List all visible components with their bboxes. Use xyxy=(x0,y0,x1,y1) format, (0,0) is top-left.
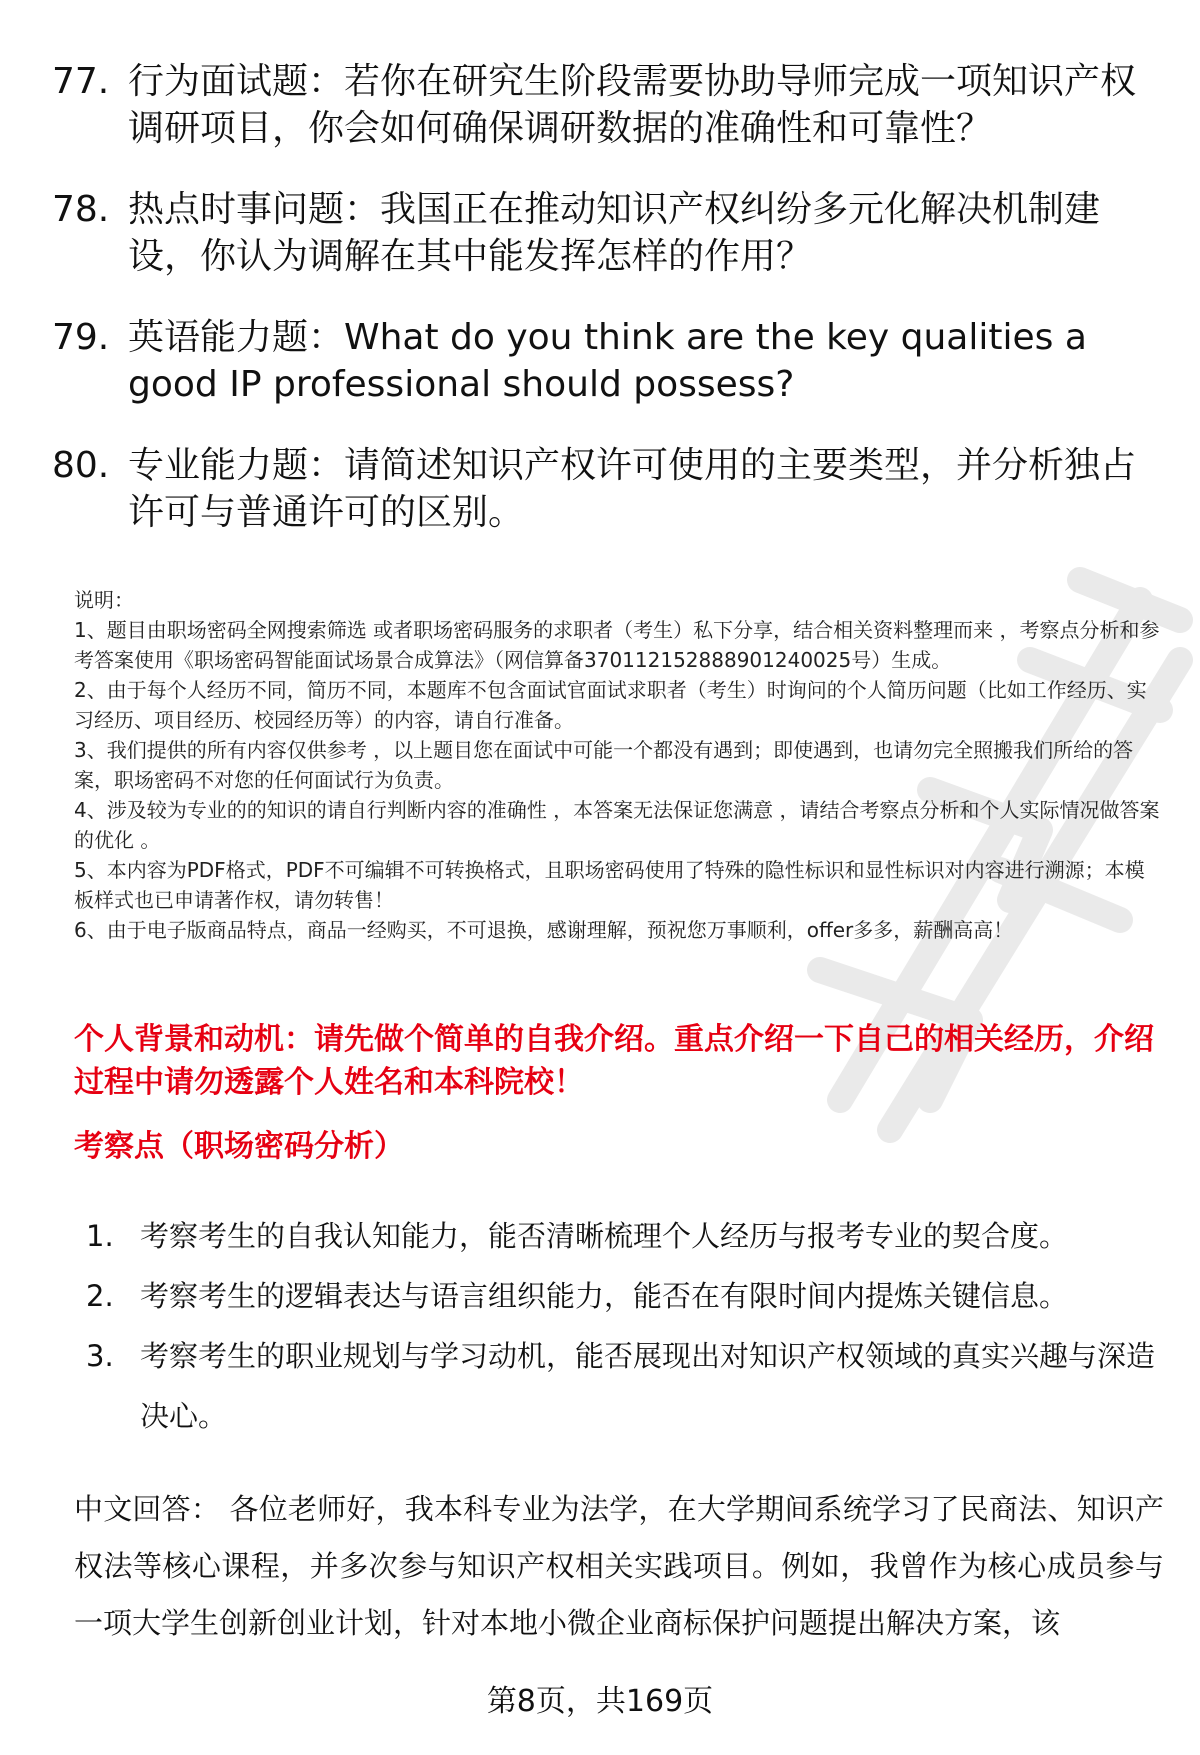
analysis-point xyxy=(74,1266,1164,1326)
point-text: 考察考生的职业规划与学习动机，能否展现出对知识产权领域的真实兴趣与深造决心。 xyxy=(140,1339,1156,1433)
notes-section xyxy=(74,585,1164,945)
note-item: 6、由于电子版商品特点，商品一经购买，不可退换，感谢理解，预祝您万事顺利，offer多多，薪酬高高！ xyxy=(74,918,1014,942)
question-item xyxy=(52,58,1162,152)
background-question-heading: 个人背景和动机：请先做个简单的自我介绍。重点介绍一下自己的相关经历，介绍过程中请勿透露个人姓名和本科院校！ xyxy=(74,1022,1154,1100)
point-text: 考察考生的逻辑表达与语言组织能力，能否在有限时间内提炼关键信息。 xyxy=(140,1279,1069,1313)
question-item xyxy=(52,186,1162,280)
analysis-point xyxy=(74,1326,1164,1446)
chinese-answer xyxy=(74,1481,1164,1652)
page-footer: 第8页，共169页 xyxy=(486,1684,714,1719)
note-item: 5、本内容为PDF格式，PDF不可编辑不可转换格式，且职场密码使用了特殊的隐性标识和显性标识对内容进行溯源；本模板样式也已申请著作权，请勿转售！ xyxy=(74,858,1145,912)
question-number: 79. xyxy=(52,317,110,358)
answer-label: 中文回答： xyxy=(74,1492,221,1526)
note-item: 4、涉及较为专业的的知识的请自行判断内容的准确性 ，本答案无法保证您满意 ，请结合考察点分析和个人实际情况做答案的优化 。 xyxy=(74,798,1160,852)
point-number: 3. xyxy=(86,1339,114,1373)
question-number: 77. xyxy=(52,61,110,102)
question-number: 78. xyxy=(52,189,110,230)
analysis-points xyxy=(74,1206,1164,1446)
question-text: 专业能力题：请简述知识产权许可使用的主要类型，并分析独占许可与普通许可的区别。 xyxy=(128,445,1137,533)
question-item xyxy=(52,314,1162,408)
answer-text: 各位老师好，我本科专业为法学，在大学期间系统学习了民商法、知识产权法等核心课程，并多次参与知识产权相关实践项目。例如，我曾作为核心成员参与一项大学生创新创业计划，针对本地小微企业商标保护问题提出解决方案，该 xyxy=(74,1492,1164,1640)
note-item: 3、我们提供的所有内容仅供参考 ，以上题目您在面试中可能一个都没有遇到；即使遇到，也请勿完全照搬我们所给的答案，职场密码不对您的任何面试行为负责。 xyxy=(74,738,1134,792)
question-number: 80. xyxy=(52,445,110,486)
point-number: 2. xyxy=(86,1279,114,1313)
question-item xyxy=(52,442,1162,536)
note-item: 2、由于每个人经历不同，简历不同，本题库不包含面试官面试求职者（考生）时询问的个人简历问题（比如工作经历、实习经历、项目经历、校园经历等）的内容，请自行准备。 xyxy=(74,678,1147,732)
question-text: 英语能力题：What do you think are the key qualities a good IP professional should possess? xyxy=(128,317,1087,405)
question-text: 行为面试题：若你在研究生阶段需要协助导师完成一项知识产权调研项目，你会如何确保调研数据的准确性和可靠性？ xyxy=(128,61,1137,149)
analysis-heading: 考察点（职场密码分析） xyxy=(74,1129,404,1164)
note-item: 1、题目由职场密码全网搜索筛选 或者职场密码服务的求职者（考生）私下分享，结合相关资料整理而来 ，考察点分析和参考答案使用《职场密码智能面试场景合成算法》（网信算备370112152888901240025号）生成。 xyxy=(74,618,1160,672)
point-number: 1. xyxy=(86,1219,114,1253)
notes-title: 说明： xyxy=(74,588,134,612)
analysis-point xyxy=(74,1206,1164,1266)
question-text: 热点时事问题：我国正在推动知识产权纠纷多元化解决机制建设，你认为调解在其中能发挥怎样的作用？ xyxy=(128,189,1101,277)
question-list xyxy=(52,58,1162,570)
point-text: 考察考生的自我认知能力，能否清晰梳理个人经历与报考专业的契合度。 xyxy=(140,1219,1069,1253)
